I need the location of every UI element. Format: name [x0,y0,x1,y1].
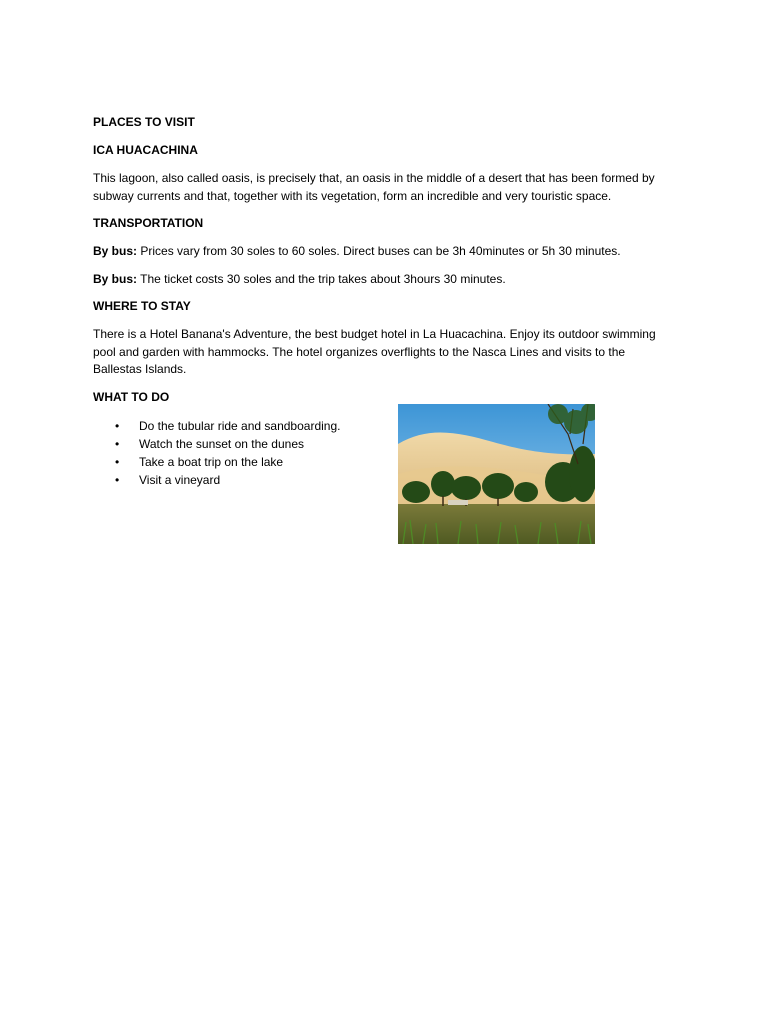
bullet-icon: • [115,418,120,433]
place-description: This lagoon, also called oasis, is precisely that, an oasis in the middle of a desert that has been formed by subway currents and that, together with its vegetation, form an incredible and very touristic space. [93,171,655,203]
places-heading: PLACES TO VISIT [93,115,195,129]
transport-label: By bus: [93,271,138,286]
todo-section [93,417,673,547]
stay-heading: WHERE TO STAY [93,299,191,313]
place-title: ICA HUACACHINA [93,143,198,157]
bullet-icon: • [115,472,120,487]
todo-item-text: Do the tubular ride and sandboarding. [139,418,341,433]
transport-item [93,243,673,261]
oasis-photo [398,404,595,544]
todo-item-text: Take a boat trip on the lake [139,454,284,469]
transportation-heading: TRANSPORTATION [93,216,204,230]
todo-item-text: Watch the sunset on the dunes [139,436,304,451]
transport-item [93,271,673,289]
transport-label: By bus: [93,244,138,258]
bullet-icon: • [115,454,120,469]
oasis-photo-illustration [398,404,595,544]
todo-item-text: Visit a vineyard [139,472,221,487]
stay-description: There is a Hotel Banana's Adventure, the best budget hotel in La Huacachina. Enjoy its outdoor swimming pool and garden with hammocks. The hotel organizes overflights to the Nasca Lines and visits to the Ballestas Islands. [93,327,656,376]
document-page [93,114,673,547]
transport-text: Prices vary from 30 soles to 60 soles. Direct buses can be 3h 40minutes or 5h 30 minutes. [137,244,621,258]
bullet-icon: • [115,436,120,451]
todo-heading: WHAT TO DO [93,389,170,404]
transport-text: The ticket costs 30 soles and the trip takes about 3hours 30 minutes. [137,271,506,286]
